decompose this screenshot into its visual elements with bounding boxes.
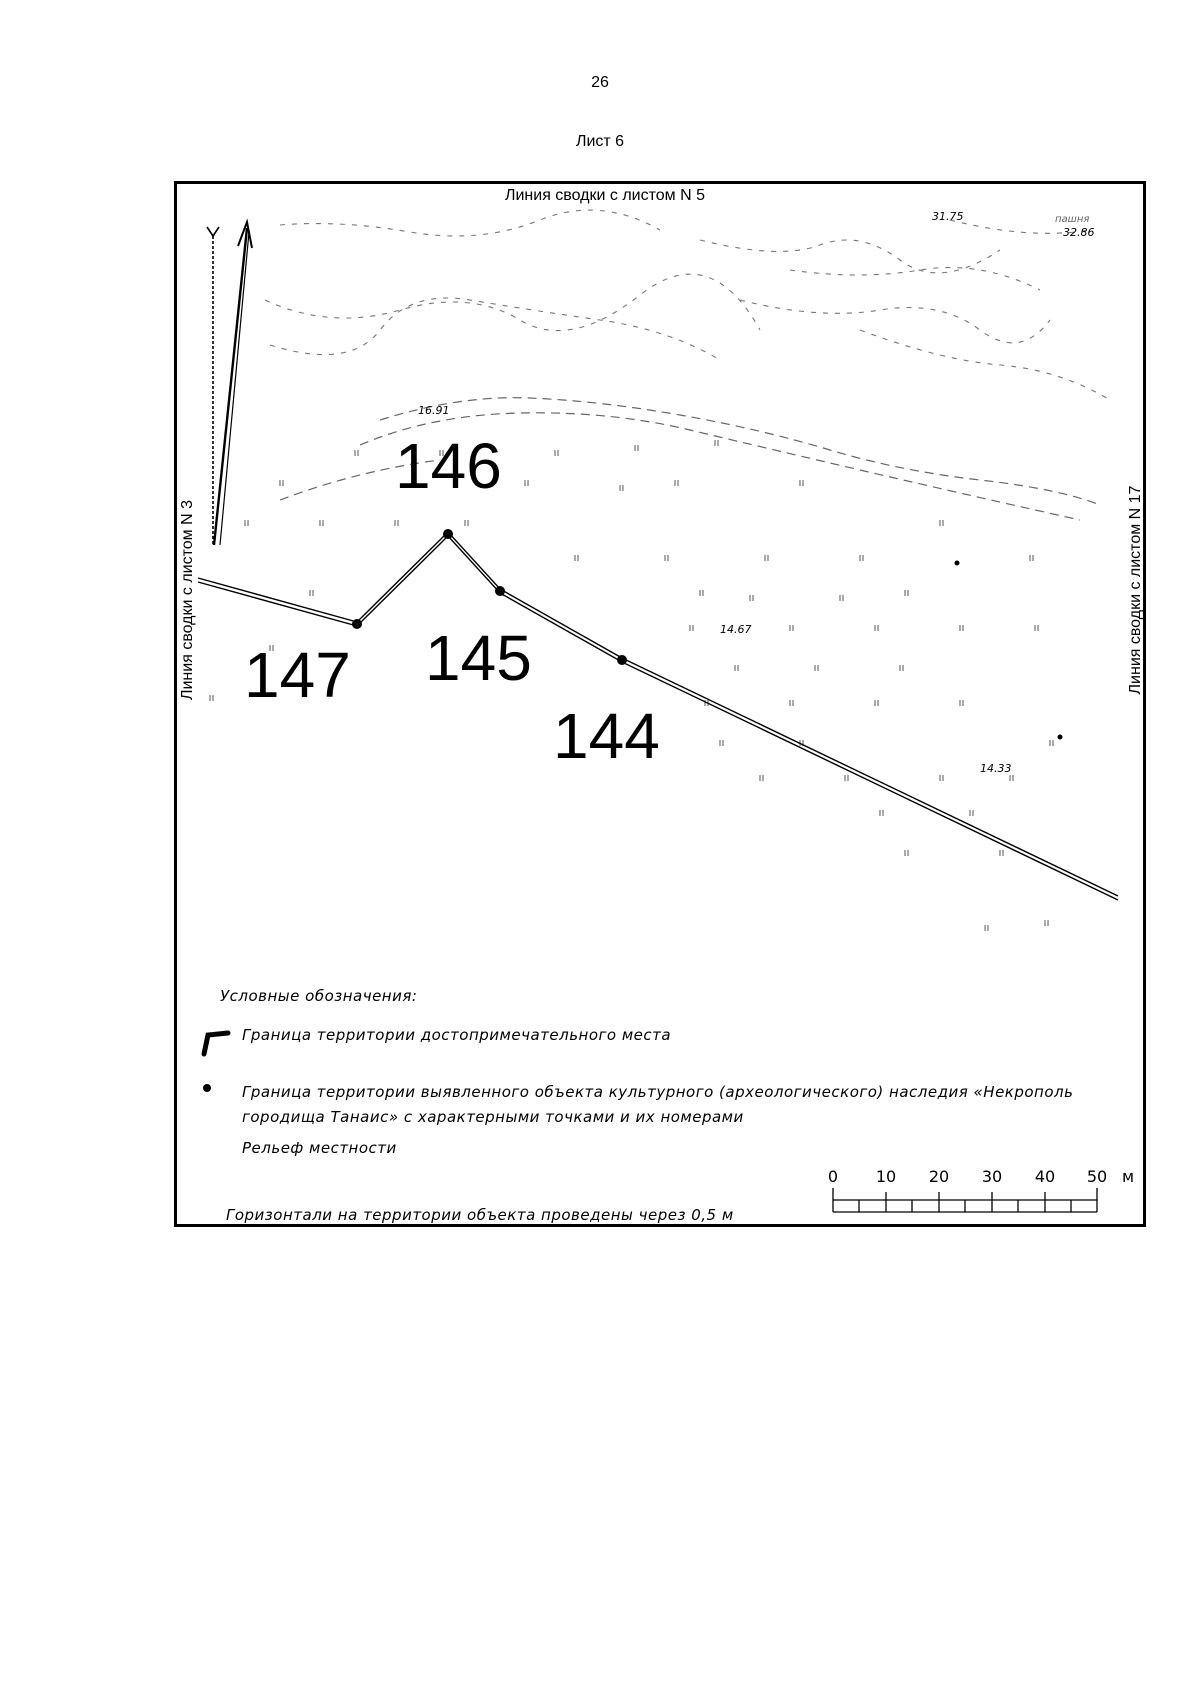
north-arrow-icon [207, 222, 252, 545]
point-146-marker [443, 529, 453, 539]
point-label-145: 145 [425, 622, 532, 694]
relief-dashes [265, 210, 1110, 400]
scale-tick-label: 40 [1034, 1167, 1056, 1186]
elevation-label: 14.33 [980, 762, 1012, 775]
point-145-marker [495, 586, 505, 596]
legend-point-symbol-icon [203, 1084, 211, 1092]
legend-item-boundary-object-line2: городища Танаис» с характерными точками и их номерами [242, 1108, 744, 1126]
ref-dot [1058, 735, 1063, 740]
elevation-label: 14.67 [720, 623, 752, 636]
legend-line-symbol-icon [204, 1033, 228, 1054]
legend-contours-note: Горизонтали на территории объекта проведены через 0,5 м [226, 1206, 734, 1224]
scale-unit: м [1122, 1167, 1135, 1186]
match-line-top: Линия сводки с листом N 5 [504, 187, 706, 204]
match-line-right: Линия сводки с листом N 17 [1127, 485, 1144, 695]
scale-tick-label: 0 [827, 1167, 839, 1186]
legend-relief: Рельеф местности [242, 1139, 397, 1157]
point-label-144: 144 [553, 700, 660, 772]
match-line-left: Линия сводки с листом N 3 [179, 499, 196, 701]
point-147-marker [352, 619, 362, 629]
scale-bar [828, 1167, 1134, 1212]
scale-tick-label: 30 [981, 1167, 1003, 1186]
elevation-label: 32.86 [1063, 226, 1095, 239]
legend-title: Условные обозначения: [220, 987, 418, 1005]
scale-tick-label: 10 [875, 1167, 897, 1186]
elevation-label: 31.75 [932, 210, 964, 223]
scale-tick-label: 50 [1086, 1167, 1108, 1186]
ref-dot [955, 561, 960, 566]
fragment-label: пашня [1055, 214, 1090, 225]
legend-item-boundary-object-line1: Граница территории выявленного объекта культурного (археологического) наследия «Некрополь [242, 1083, 1074, 1101]
point-label-147: 147 [244, 639, 351, 711]
sheet-label: Лист 6 [575, 133, 625, 150]
scale-tick-label: 20 [928, 1167, 950, 1186]
page-number: 26 [591, 74, 609, 91]
elevation-label: 16.91 [418, 404, 450, 417]
legend-item-boundary-place: Граница территории достопримечательного места [242, 1026, 672, 1044]
point-144-marker [617, 655, 627, 665]
point-label-146: 146 [395, 430, 502, 502]
